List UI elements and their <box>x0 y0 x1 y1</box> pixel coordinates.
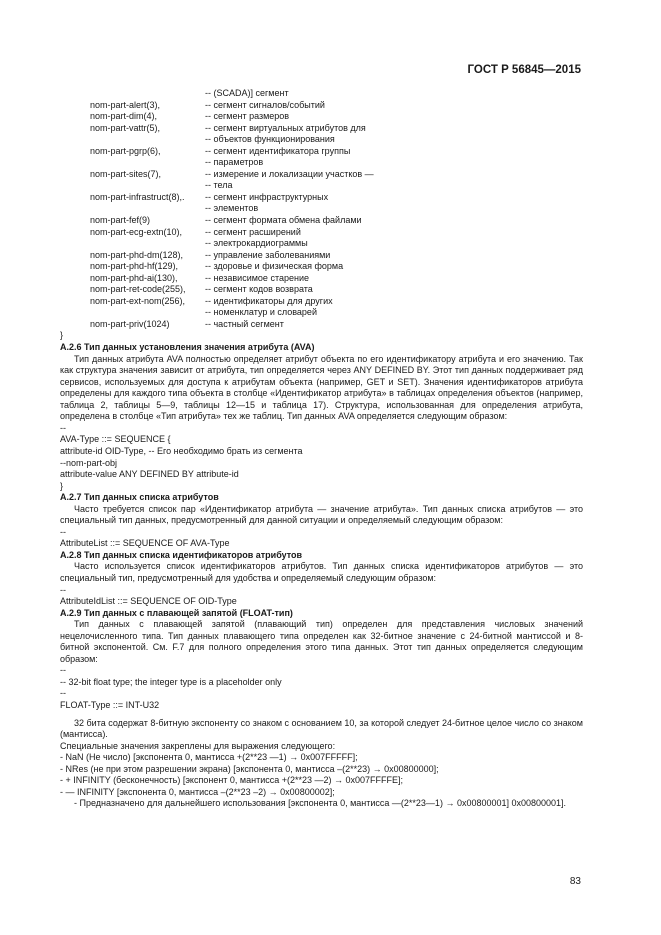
nom-part-comment: -- тела <box>205 180 233 191</box>
nom-part-row <box>60 134 583 146</box>
nom-part-row <box>60 123 583 135</box>
nom-part-comment: -- (SCADA)] сегмент <box>205 88 289 98</box>
section-paragraph-a29: Тип данных с плавающей запятой (плавающий тип) определен для представления числовых значений нецелочисленного типа. Тип данных плавающего типа определен как 32-битное значение с 24-битной мантиссой и 8-битной экспонентой. См. F.7 для полного определения этого типа данных. Этот тип данных определяется следующим образом: <box>60 619 583 664</box>
nom-part-name: nom-part-fef(9) <box>90 215 151 226</box>
nom-part-list <box>60 88 583 330</box>
nom-part-row <box>60 215 583 227</box>
nom-part-name: nom-part-phd-ai(130), <box>90 272 178 283</box>
nom-part-comment: -- элементов <box>205 203 259 214</box>
section-heading-a27: А.2.7 Тип данных списка атрибутов <box>60 492 219 503</box>
nom-part-row <box>60 157 583 169</box>
nom-part-name: nom-part-vattr(5), <box>90 122 161 133</box>
nom-part-name: nom-part-ecg-extn(10), <box>90 226 183 237</box>
nom-part-comment: -- сегмент инфраструктурных <box>205 191 329 202</box>
special-value-item: - NRes (не при этом разрешении экрана) [экспонента 0, мантисса –(2**23) → 0x00800000]; <box>60 763 439 774</box>
nom-part-name: nom-part-priv(1024) <box>90 318 170 329</box>
nom-part-row <box>60 180 583 192</box>
nom-part-comment: -- сегмент идентификатора группы <box>205 145 351 156</box>
code-line: -- <box>60 688 66 699</box>
special-values-intro: Специальные значения закреплены для выражения следующего: <box>60 740 336 751</box>
code-line: attribute-value ANY DEFINED BY attribute-id <box>60 469 239 480</box>
nom-part-row <box>60 273 583 285</box>
nom-part-comment: -- сегмент формата обмена файлами <box>205 215 362 226</box>
nom-part-row <box>60 100 583 112</box>
special-values-list <box>60 752 583 810</box>
nom-part-comment: -- здоровье и физическая форма <box>205 261 344 272</box>
nom-part-row <box>60 88 583 100</box>
nom-part-comment: -- измерение и локализации участков — <box>205 168 374 179</box>
nom-part-name: nom-part-pgrp(6), <box>90 145 161 156</box>
float-explanation: 32 бита содержат 8-битную экспоненту со знаком с основанием 10, за которой следует 24-битное целое число со знаком (мантисса). <box>60 717 583 740</box>
nom-part-row <box>60 238 583 250</box>
nom-part-row <box>60 169 583 181</box>
nom-part-name: nom-part-ret-code(255), <box>90 284 186 295</box>
nom-part-name: nom-part-infrastruct(8),. <box>90 191 185 202</box>
document-body <box>60 88 583 810</box>
special-value-item: - Предназначено для дальнейшего использования [экспонента 0, мантисса —(2**23—1) → 0x00800001] 0x00800001]. <box>74 798 567 809</box>
nom-part-comment: -- частный сегмент <box>205 318 284 329</box>
nom-part-comment: -- сегмент размеров <box>205 111 290 122</box>
nom-part-comment: -- управление заболеваниями <box>205 249 331 260</box>
nom-part-row <box>60 111 583 123</box>
code-line: -- <box>60 526 66 537</box>
nom-part-comment: -- идентификаторы для других <box>205 295 333 306</box>
nom-part-comment: -- сегмент виртуальных атрибутов для <box>205 122 366 133</box>
page-number: 83 <box>569 876 581 887</box>
nom-part-row <box>60 296 583 308</box>
special-value-item: - NaN (Не число) [экспонента 0, мантисса +(2**23 —1) → 0x007FFFFF]; <box>60 752 358 763</box>
code-line: -- <box>60 665 66 676</box>
code-line: -- <box>60 584 66 595</box>
nom-part-row <box>60 227 583 239</box>
nom-part-row <box>60 319 583 331</box>
nom-part-name: nom-part-dim(4), <box>90 111 158 122</box>
nom-part-comment: -- номенклатур и словарей <box>205 307 317 318</box>
nom-part-comment: -- сегмент сигналов/событий <box>205 99 325 110</box>
code-line: --nom-part-obj <box>60 457 118 468</box>
special-value-item: - + INFINITY (бесконечность) [экспонент 0, мантисса +(2**23 —2) → 0x007FFFFE]; <box>60 775 404 786</box>
nom-part-comment: -- сегмент кодов возврата <box>205 284 313 295</box>
section-heading-a26: А.2.6 Тип данных установления значения атрибута (AVA) <box>60 342 315 353</box>
closing-brace: } <box>60 330 64 341</box>
code-line: -- 32-bit float type; the integer type is a placeholder only <box>60 676 282 687</box>
nom-part-name: nom-part-ext-nom(256), <box>90 295 186 306</box>
nom-part-row <box>60 307 583 319</box>
code-line: AttributeIdList ::= SEQUENCE OF OID-Type <box>60 596 237 607</box>
nom-part-name: nom-part-alert(3), <box>90 99 161 110</box>
closing-brace: } <box>60 480 64 491</box>
nom-part-row <box>60 203 583 215</box>
code-line: AVA-Type ::= SEQUENCE { <box>60 434 171 445</box>
nom-part-name: nom-part-phd-dm(128), <box>90 249 184 260</box>
nom-part-row <box>60 284 583 296</box>
special-value-item: - — INFINITY [экспонента 0, мантисса –(2**23 –2) → 0x00800002]; <box>60 786 335 797</box>
section-paragraph-a27: Часто требуется список пар «Идентификатор атрибута — значение атрибута». Тип данных списка атрибутов — это специальный тип данных, предусмотренный для данной ситуации и определяемый следующим образом: <box>60 503 583 526</box>
code-line: FLOAT-Type ::= INT-U32 <box>60 699 160 710</box>
code-line: attribute-id OID-Type, -- Его необходимо брать из сегмента <box>60 445 303 456</box>
nom-part-name: nom-part-sites(7), <box>90 168 162 179</box>
nom-part-comment: -- электрокардиограммы <box>205 238 308 249</box>
section-paragraph-a26: Тип данных атрибута AVA полностью определяет атрибут объекта по его идентификатору атрибута и его значению. Так как структура значения зависит от атрибута, тип определяется через ANY DEFINED BY. Этот тип данных поддерживает ряд сервисов, используемых для доступа к атрибутам объекта (например, GET и SET). Значения идентификаторов атрибута определены для каждого типа объекта в столбце «Идентификатор атрибута» в таблицах определения объектов (например, таблица 2, таблицы 5—9, таблицы 12—15 и таблица 17). Структура, использованная для определения атрибута, определена в столбце «Тип атрибута» тех же таблиц. Тип данных AVA определяется следующим образом: <box>60 353 583 422</box>
nom-part-comment: -- объектов функционирования <box>205 134 335 145</box>
nom-part-row <box>60 146 583 158</box>
code-line: AttributeList ::= SEQUENCE OF AVA-Type <box>60 538 230 549</box>
nom-part-name: nom-part-phd-hf(129), <box>90 261 179 272</box>
nom-part-row <box>60 261 583 273</box>
section-heading-a28: А.2.8 Тип данных списка идентификаторов атрибутов <box>60 549 303 560</box>
page-header: ГОСТ Р 56845—2015 <box>467 64 581 76</box>
section-paragraph-a28: Часто используется список идентификаторов атрибутов. Тип данных списка идентификаторов атрибутов — это специальный тип, предусмотренный для удобства и определяемый следующим образом: <box>60 561 583 583</box>
nom-part-comment: -- независимое старение <box>205 272 309 283</box>
nom-part-row <box>60 192 583 204</box>
code-line: -- <box>60 422 66 433</box>
nom-part-comment: -- параметров <box>205 157 264 168</box>
nom-part-comment: -- сегмент расширений <box>205 226 301 237</box>
nom-part-row <box>60 250 583 262</box>
section-heading-a29: А.2.9 Тип данных с плавающей запятой (FLOAT-тип) <box>60 607 293 618</box>
